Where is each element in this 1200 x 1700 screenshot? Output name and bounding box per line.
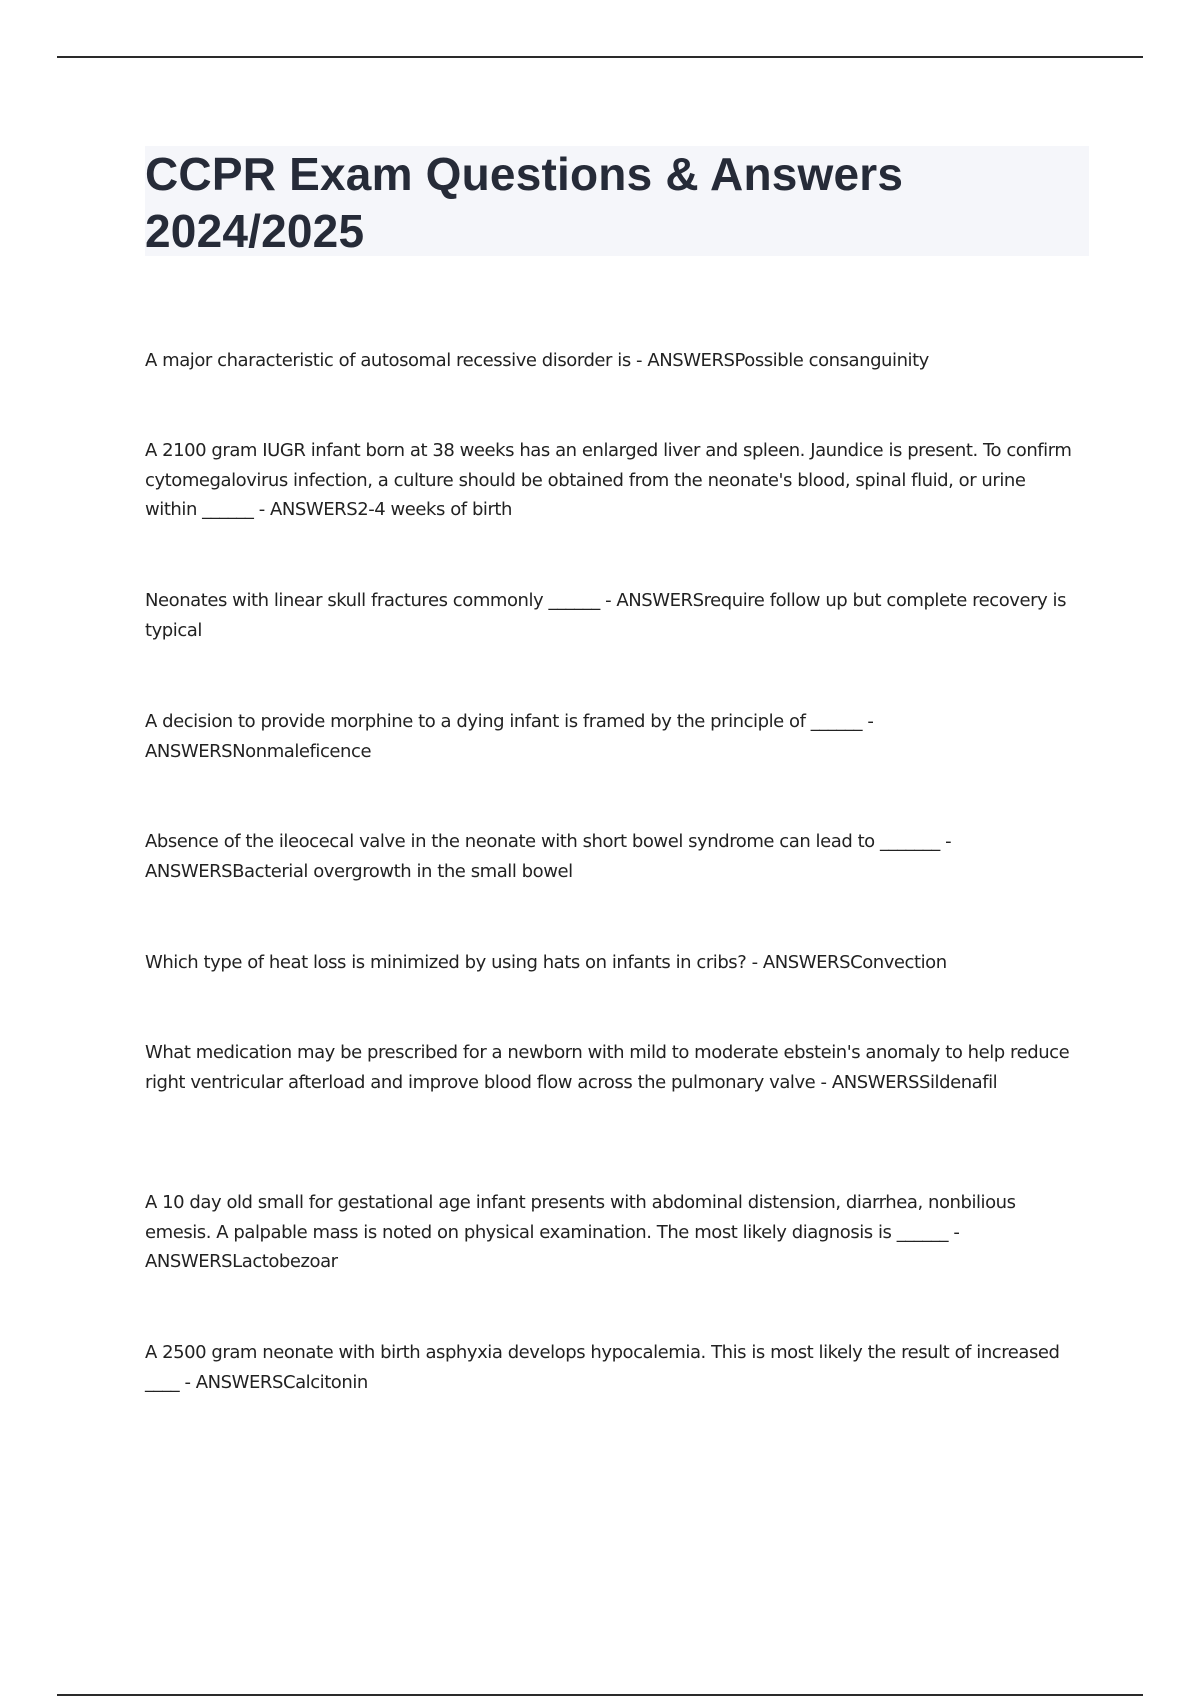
qa-item: A 2500 gram neonate with birth asphyxia develops hypocalemia. This is most likely the result of increased ____ - ANSWERSCalcitonin xyxy=(145,1342,1060,1393)
qa-item: A 10 day old small for gestational age infant presents with abdominal distension, diarrhea, nonbilious emesis. A palpable mass is noted on physical examination. The most likely diagnosis is ______ - ANSWERSLactobezoar xyxy=(145,1192,1016,1272)
qa-item: What medication may be prescribed for a newborn with mild to moderate ebstein's anomaly to help reduce right ventricular afterload and improve blood flow across the pulmonary valve - ANSWERSSildenafil xyxy=(145,1042,1070,1093)
qa-item: A major characteristic of autosomal recessive disorder is - ANSWERSPossible consanguinity xyxy=(145,350,929,371)
top-rule xyxy=(57,56,1143,58)
bottom-rule xyxy=(57,1694,1143,1696)
qa-item: Neonates with linear skull fractures commonly ______ - ANSWERSrequire follow up but complete recovery is typical xyxy=(145,590,1067,641)
qa-item: A 2100 gram IUGR infant born at 38 weeks has an enlarged liver and spleen. Jaundice is present. To confirm cytomegalovirus infection, a culture should be obtained from the neonate's blood, spinal fluid, or urine within ______ - ANSWERS2-4 weeks of birth xyxy=(145,440,1072,520)
qa-item: A decision to provide morphine to a dying infant is framed by the principle of ______ - ANSWERSNonmaleficence xyxy=(145,711,874,762)
qa-item: Absence of the ileocecal valve in the neonate with short bowel syndrome can lead to _______ - ANSWERSBacterial overgrowth in the small bowel xyxy=(145,831,952,882)
document-title: CCPR Exam Questions & Answers 2024/2025 xyxy=(145,148,904,257)
qa-item: Which type of heat loss is minimized by using hats on infants in cribs? - ANSWERSConvection xyxy=(145,952,947,973)
title-box xyxy=(145,146,1089,256)
